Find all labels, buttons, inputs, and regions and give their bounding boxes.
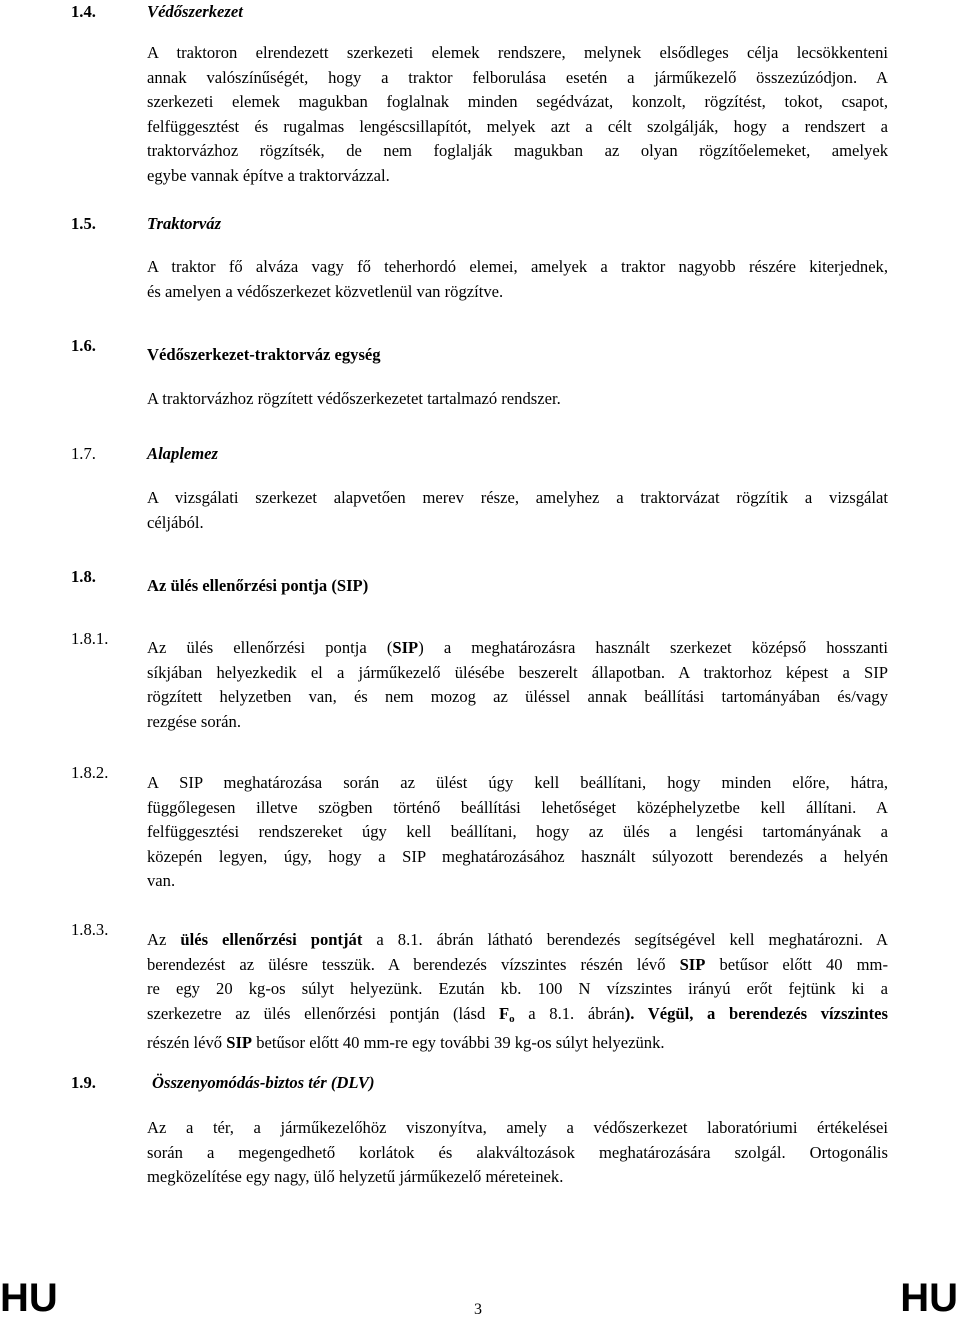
text-line: A SIP meghatározása során az ülést úgy kell beállítani, hogy minden előre, hátra, [147, 773, 888, 792]
footer-language-right: HU [900, 1276, 958, 1320]
section-title-1-5: Traktorváz [147, 214, 222, 233]
text-run: részén lévő [147, 1033, 227, 1052]
text-line: céljából. [147, 512, 204, 532]
section-title-1-4: Védőszerkezet [147, 2, 243, 21]
text-line: szerkezeti elemek magukban foglalnak minden segédvázat, konzolt, rögzítést, tokot, csapot, [147, 92, 888, 111]
text-run-bold: ülés ellenőrzési pontját [180, 930, 363, 949]
text-run-bold: SIP [679, 954, 706, 974]
text-line: traktorvázhoz rögzítsék, de nem foglalják magukban az olyan rögzítőelemeket, amelyek [147, 141, 888, 160]
text-run-bold: SIP [226, 1033, 253, 1052]
text-line: A traktoron elrendezett szerkezeti elemek rendszere, melynek elsődleges célja lecsökkenteni [147, 43, 888, 62]
text-run: berendezést az ülésre tesszük. A berendezés vízszintes részén lévő [147, 954, 680, 974]
section-number-1-8-2: 1.8.2. [71, 763, 109, 782]
text-line: felfüggesztést és rugalmas lengéscsillapítót, melyek azt a célt szolgálják, hogy a rendszert a [147, 116, 888, 136]
text-line: A vizsgálati szerkezet alapvetően merev része, amelyhez a traktorvázat rögzítik a vizsgálat [147, 488, 888, 507]
text-line: során a megengedhető korlátok és alakváltozások meghatározására szolgál. Ortogonális [147, 1142, 888, 1162]
page-number: 3 [474, 1301, 482, 1318]
text-run-bold: F [498, 1003, 510, 1023]
paragraph-1-6 [147, 387, 888, 412]
text-line: felfüggesztési rendszereket úgy kell beállítani, hogy az ülés a lengési tartományának a [147, 822, 888, 841]
text-line: annak valószínűségét, hogy a traktor felborulása esetén a járműkezelő összezúzódjon. A [147, 67, 888, 87]
section-title-1-8: Az ülés ellenőrzési pontja (SIP) [147, 576, 369, 595]
text-line: rezgése során. [147, 711, 241, 731]
text-run: Az ülés ellenőrzési pontja ( [147, 638, 393, 657]
paragraph-1-5 [147, 255, 888, 304]
text-line: A traktorvázhoz rögzített védőszerkezetet tartalmazó rendszer. [147, 389, 561, 408]
text-line: Az a tér, a járműkezelőhöz viszonyítva, amely a védőszerkezet laboratóriumi értékelései [147, 1118, 888, 1137]
paragraph-1-7 [147, 486, 888, 535]
text-line: rögzített helyzetben van, és nem mozog az üléssel annak beállítási tartományában és/vagy [147, 687, 888, 706]
text-run: a 8.1. ábrán látható berendezés segítségével kell meghatározni. A [362, 930, 889, 949]
text-run: szerkezetre az ülés ellenőrzési pontján (lásd [147, 1003, 499, 1023]
text-run: Az [147, 930, 181, 949]
text-run: betűsor előtt 40 mm- [705, 954, 888, 974]
section-number-1-5: 1.5. [71, 214, 96, 233]
section-title-1-7: Alaplemez [147, 444, 218, 463]
text-line: re egy 20 kg-os súlyt helyezünk. Ezután kb. 100 N vízszintes irányú erőt fejtünk ki a [147, 979, 888, 998]
text-run: ) a meghatározásra használt szerkezet középső hosszanti [418, 638, 889, 657]
section-number-1-6: 1.6. [71, 336, 96, 355]
paragraph-1-4 [147, 41, 888, 188]
text-run: a 8.1. ábrán [514, 1003, 625, 1023]
text-run-bold: ). Végül, a berendezés vízszintes [624, 1003, 889, 1023]
paragraph-1-8-3 [147, 928, 888, 1056]
section-title-1-9: Összenyomódás-biztos tér (DLV) [152, 1073, 375, 1092]
paragraph-1-9 [147, 1116, 888, 1190]
text-line [147, 953, 888, 978]
text-line: és amelyen a védőszerkezet közvetlenül van rögzítve. [147, 281, 504, 301]
footer-language-left: HU [0, 1276, 58, 1320]
paragraph-1-8-2 [147, 771, 888, 894]
text-line [147, 928, 888, 953]
text-line: síkjában helyezkedik el a járműkezelő ülésébe beszerelt állapotban. A traktorhoz képest a SIP [147, 662, 888, 682]
section-number-1-7: 1.7. [71, 444, 96, 463]
text-line: függőlegesen illetve szögben történő beállítási lehetőséget középhelyzetbe kell állítani. A [147, 797, 888, 817]
text-run: betűsor előtt 40 mm-re egy további 39 kg-os súlyt helyezünk. [252, 1033, 665, 1052]
text-line [147, 1031, 888, 1056]
section-title-1-6: Védőszerkezet-traktorváz egység [147, 345, 381, 364]
section-number-1-8-3: 1.8.3. [71, 920, 109, 939]
text-line: A traktor fő alváza vagy fő teherhordó elemei, amelyek a traktor nagyobb részére kiterjednek, [147, 257, 888, 276]
text-line [147, 1002, 888, 1032]
section-number-1-8-1: 1.8.1. [71, 629, 109, 648]
paragraph-1-8-1 [147, 636, 888, 734]
text-line [147, 636, 888, 661]
section-number-1-8: 1.8. [71, 567, 96, 586]
section-number-1-9: 1.9. [71, 1073, 96, 1092]
text-run-bold: SIP [392, 638, 419, 657]
text-line: megközelítése egy nagy, ülő helyzetű járműkezelő méreteinek. [147, 1167, 564, 1186]
text-line: egybe vannak építve a traktorvázzal. [147, 165, 390, 185]
text-line: közepén legyen, úgy, hogy a SIP meghatározásához használt súlyozott berendezés a helyén [147, 846, 888, 866]
section-number-1-4: 1.4. [71, 2, 96, 21]
text-line: van. [147, 871, 176, 890]
text-run-subscript: o [509, 1012, 515, 1025]
